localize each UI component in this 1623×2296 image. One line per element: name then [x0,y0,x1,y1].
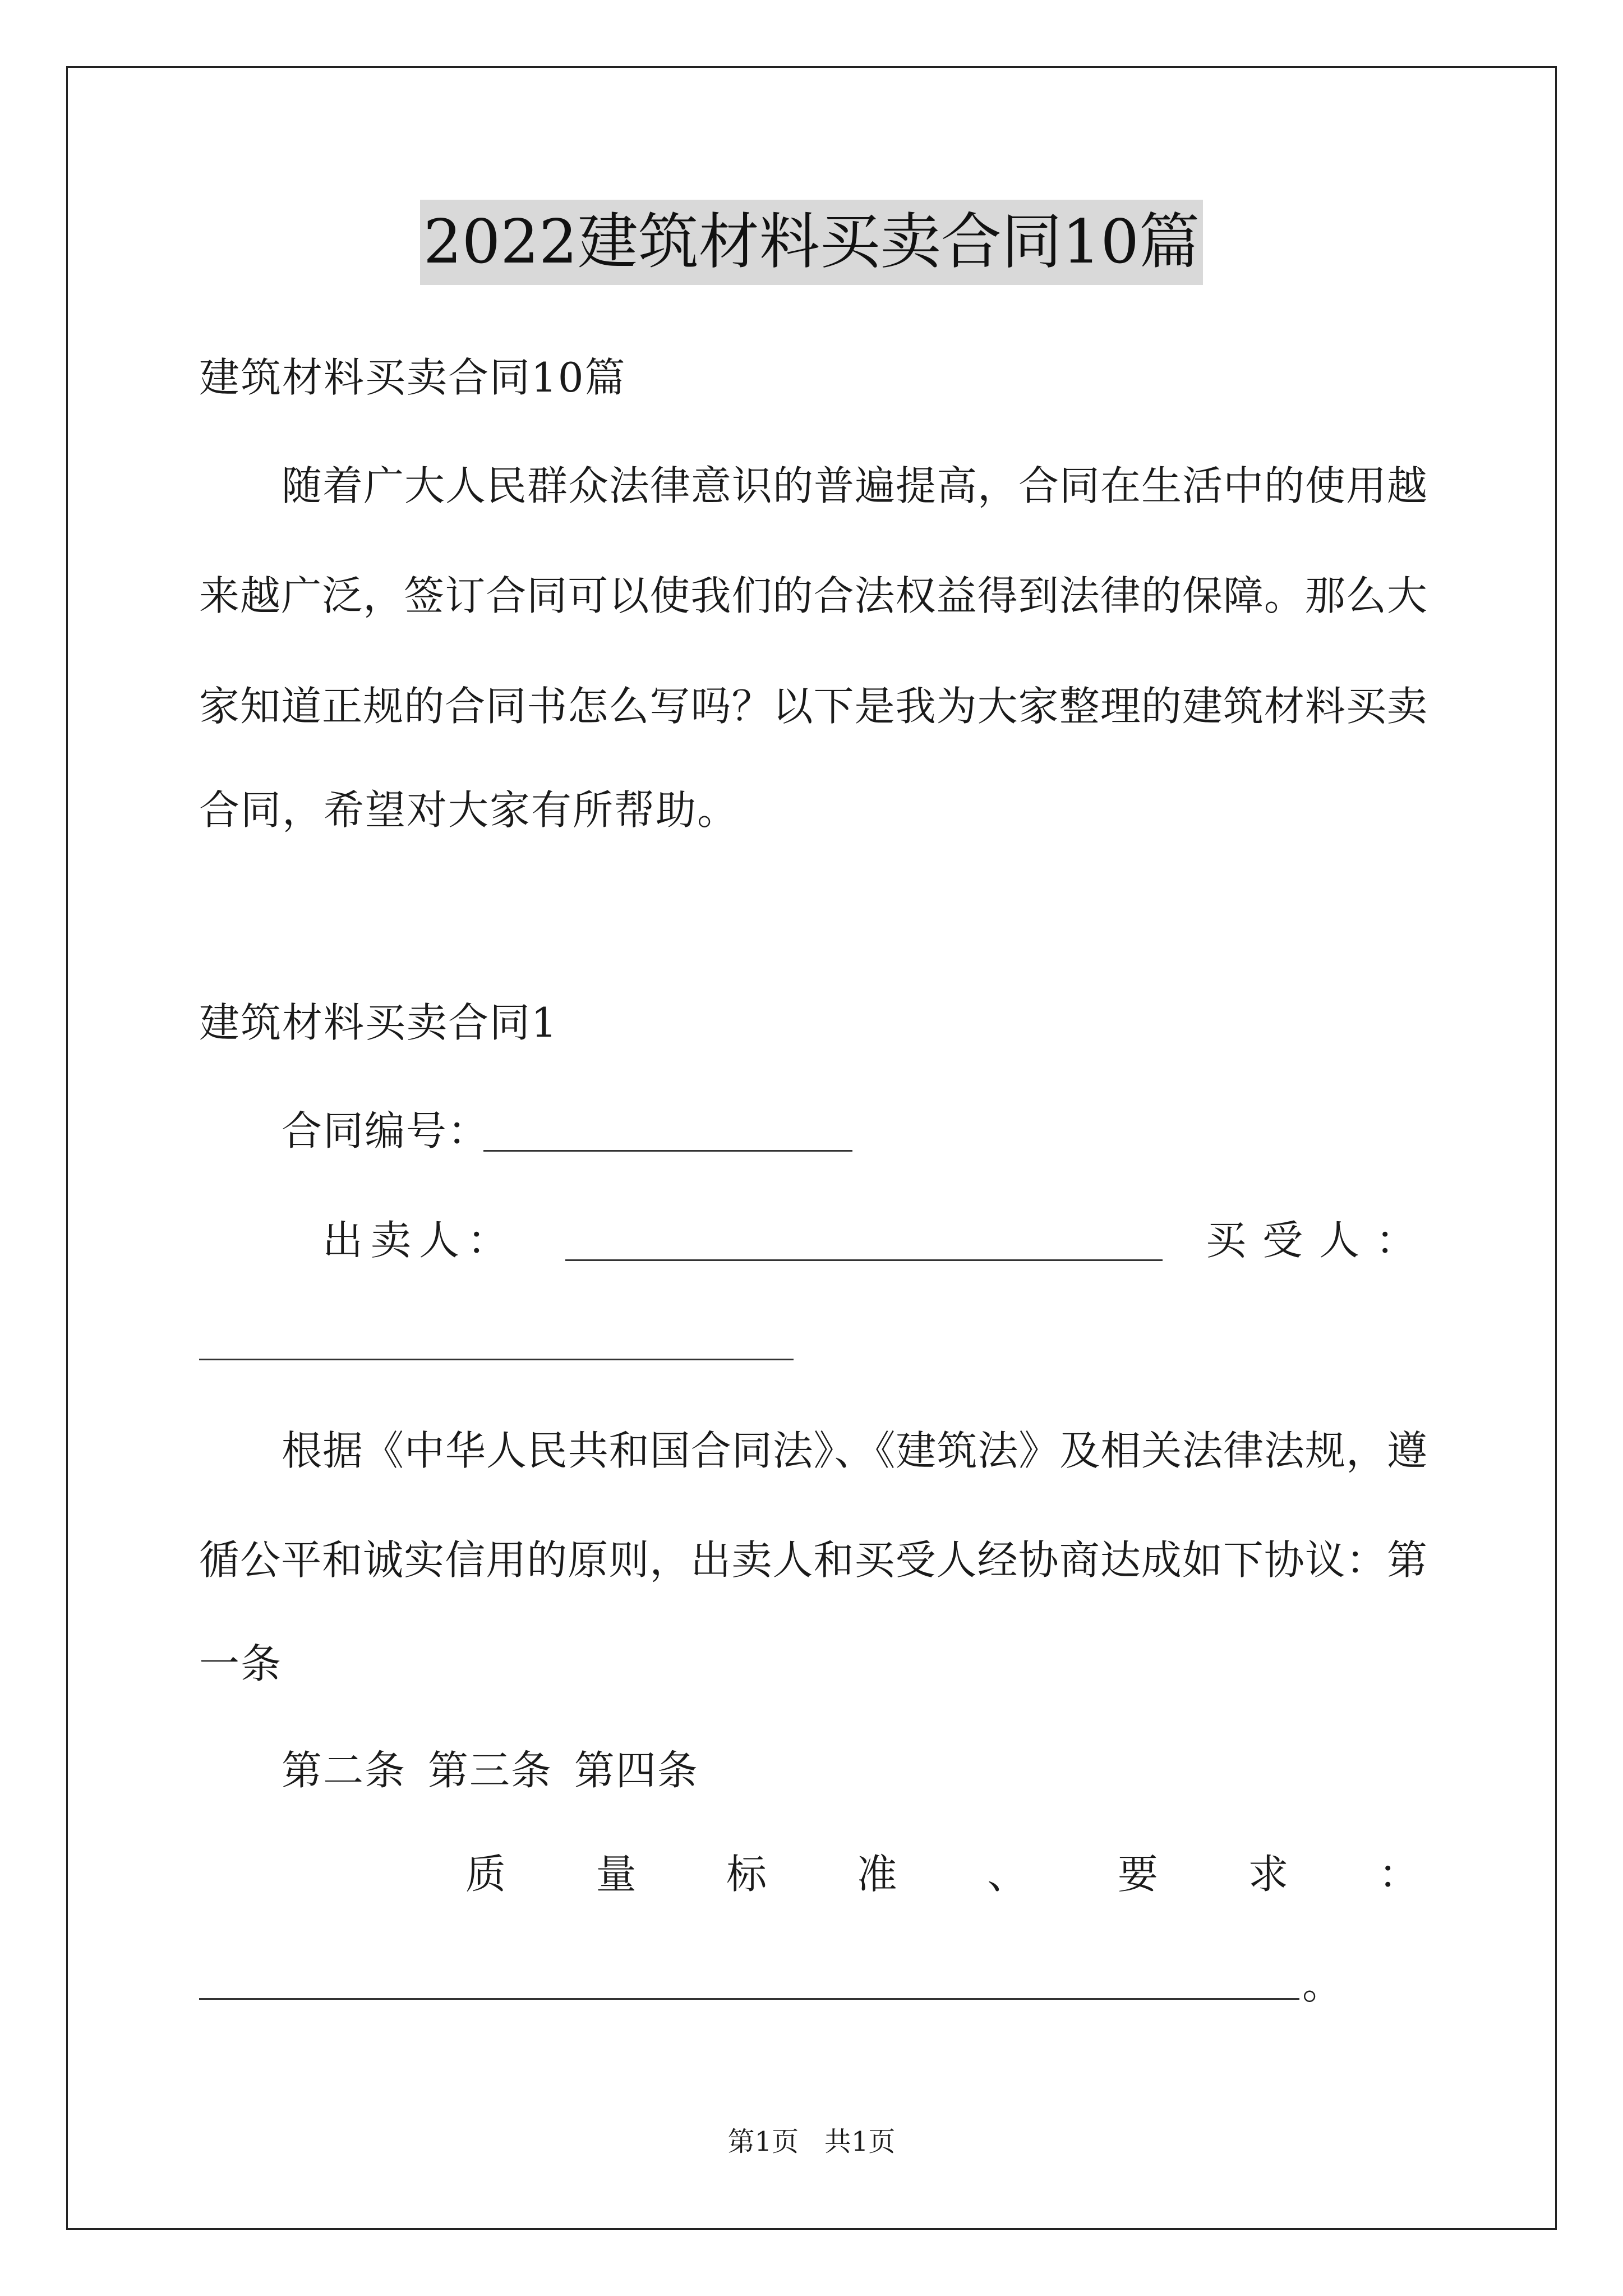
page-footer [0,2124,1623,2160]
intro-line-2: 来越广泛，签订合同可以使我们的合法权益得到法律的保障。那么大 [199,572,1427,619]
buyer-char-1: 买 [1206,1217,1247,1264]
quality-char-7: 求 [1248,1851,1289,1898]
articles-line: 第二条 第三条 第四条 [282,1747,699,1794]
seller-char-2: 卖 [370,1217,411,1264]
document-title: 2022建筑材料买卖合同10篇 [420,200,1203,285]
intro-line-4: 合同，希望对大家有所帮助。 [199,786,739,834]
quality-char-1: 质 [465,1851,506,1898]
quality-end-mark: 。 [1302,1961,1344,2008]
intro-line-1: 随着广大人民群众法律意识的普遍提高，合同在生活中的使用越 [282,462,1427,509]
document-title-wrap [0,200,1623,285]
basis-line-3: 一条 [199,1640,283,1687]
quality-blank [199,1998,1299,2000]
seller-char-1: 出 [322,1217,363,1264]
quality-char-8: ： [1378,1851,1419,1898]
buyer-label [1206,1213,1416,1267]
seller-char-4: ： [467,1217,508,1264]
document-subtitle: 建筑材料买卖合同10篇 [199,354,626,401]
basis-line-1: 根据《中华人民共和国合同法》、《建筑法》及相关法律法规，遵 [282,1427,1427,1474]
quality-char-5: 、 [987,1851,1028,1898]
buyer-char-3: 人 [1318,1217,1359,1264]
buyer-char-2: 受 [1262,1217,1303,1264]
quality-label [465,1847,1419,1901]
page-number: 第1页 共1页 [727,2126,896,2157]
quality-char-3: 标 [726,1851,767,1898]
intro-line-3: 家知道正规的合同书怎么写吗？以下是我为大家整理的建筑材料买卖 [199,683,1427,730]
seller-blank [565,1259,1163,1261]
section-heading: 建筑材料买卖合同1 [199,999,558,1046]
buyer-blank [199,1359,794,1360]
seller-char-3: 人 [418,1217,459,1264]
contract-no-label: 合同编号： [282,1107,490,1154]
buyer-char-4: ： [1375,1217,1416,1264]
quality-char-2: 量 [596,1851,637,1898]
basis-line-2: 循公平和诚实信用的原则，出卖人和买受人经协商达成如下协议：第 [199,1536,1427,1584]
quality-char-6: 要 [1117,1851,1158,1898]
contract-no-blank [483,1150,852,1152]
quality-char-4: 准 [856,1851,897,1898]
seller-label [322,1213,508,1267]
